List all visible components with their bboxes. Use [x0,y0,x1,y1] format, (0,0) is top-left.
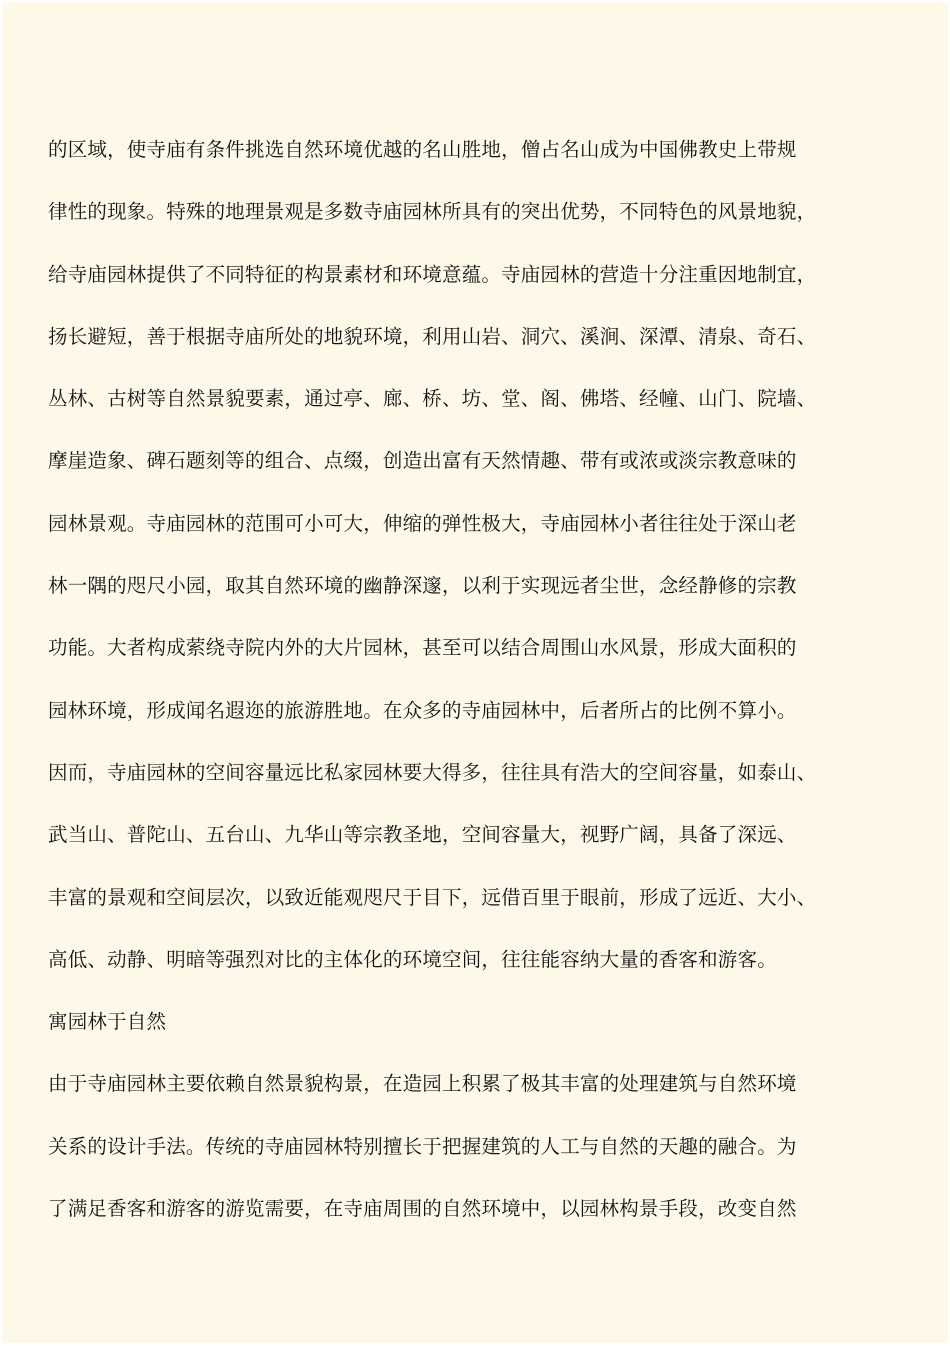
text-line: 给寺庙园林提供了不同特征的构景素材和环境意蕴。寺庙园林的营造十分注重因地制宜， [48,262,817,286]
text-line: 关系的设计手法。传统的寺庙园林特别擅长于把握建筑的人工与自然的天趣的融合。为 [48,1134,797,1158]
section-heading: 寓园林于自然 [48,1010,167,1034]
document-page [2,2,948,1343]
text-line: 扬长避短，善于根据寺庙所处的地貌环境，利用山岩、洞穴、溪涧、深潭、清泉、奇石、 [48,324,817,348]
text-line: 摩崖造象、碑石题刻等的组合、点缀，创造出富有天然情趣、带有或浓或淡宗教意味的 [48,449,797,473]
text-line: 园林环境，形成闻名遐迩的旅游胜地。在众多的寺庙园林中，后者所占的比例不算小。 [48,698,797,722]
text-line: 高低、动静、明暗等强烈对比的主体化的环境空间，往往能容纳大量的香客和游客。 [48,947,777,971]
text-line: 了满足香客和游客的游览需要，在寺庙周围的自然环境中，以园林构景手段，改变自然 [48,1197,797,1221]
text-line: 园林景观。寺庙园林的范围可小可大，伸缩的弹性极大，寺庙园林小者往往处于深山老 [48,511,797,535]
text-line: 功能。大者构成萦绕寺院内外的大片园林，甚至可以结合周围山水风景，形成大面积的 [48,636,797,660]
text-line: 因而，寺庙园林的空间容量远比私家园林要大得多，往往具有浩大的空间容量，如泰山、 [48,760,817,784]
text-line: 林一隅的咫尺小园，取其自然环境的幽静深邃，以利于实现远者尘世，念经静修的宗教 [48,574,797,598]
text-line: 丰富的景观和空间层次，以致近能观咫尺于目下，远借百里于眼前，形成了远近、大小、 [48,885,817,909]
text-line: 律性的现象。特殊的地理景观是多数寺庙园林所具有的突出优势，不同特色的风景地貌， [48,200,817,224]
text-line: 丛林、古树等自然景貌要素，通过亭、廊、桥、坊、堂、阁、佛塔、经幢、山门、院墙、 [48,387,817,411]
text-line: 的区域，使寺庙有条件挑选自然环境优越的名山胜地，僧占名山成为中国佛教史上带规 [48,138,797,161]
text-line: 武当山、普陀山、五台山、九华山等宗教圣地，空间容量大，视野广阔，具备了深远、 [48,823,797,847]
text-line: 由于寺庙园林主要依赖自然景貌构景，在造园上积累了极其丰富的处理建筑与自然环境 [48,1072,797,1096]
body-text [48,119,878,1240]
